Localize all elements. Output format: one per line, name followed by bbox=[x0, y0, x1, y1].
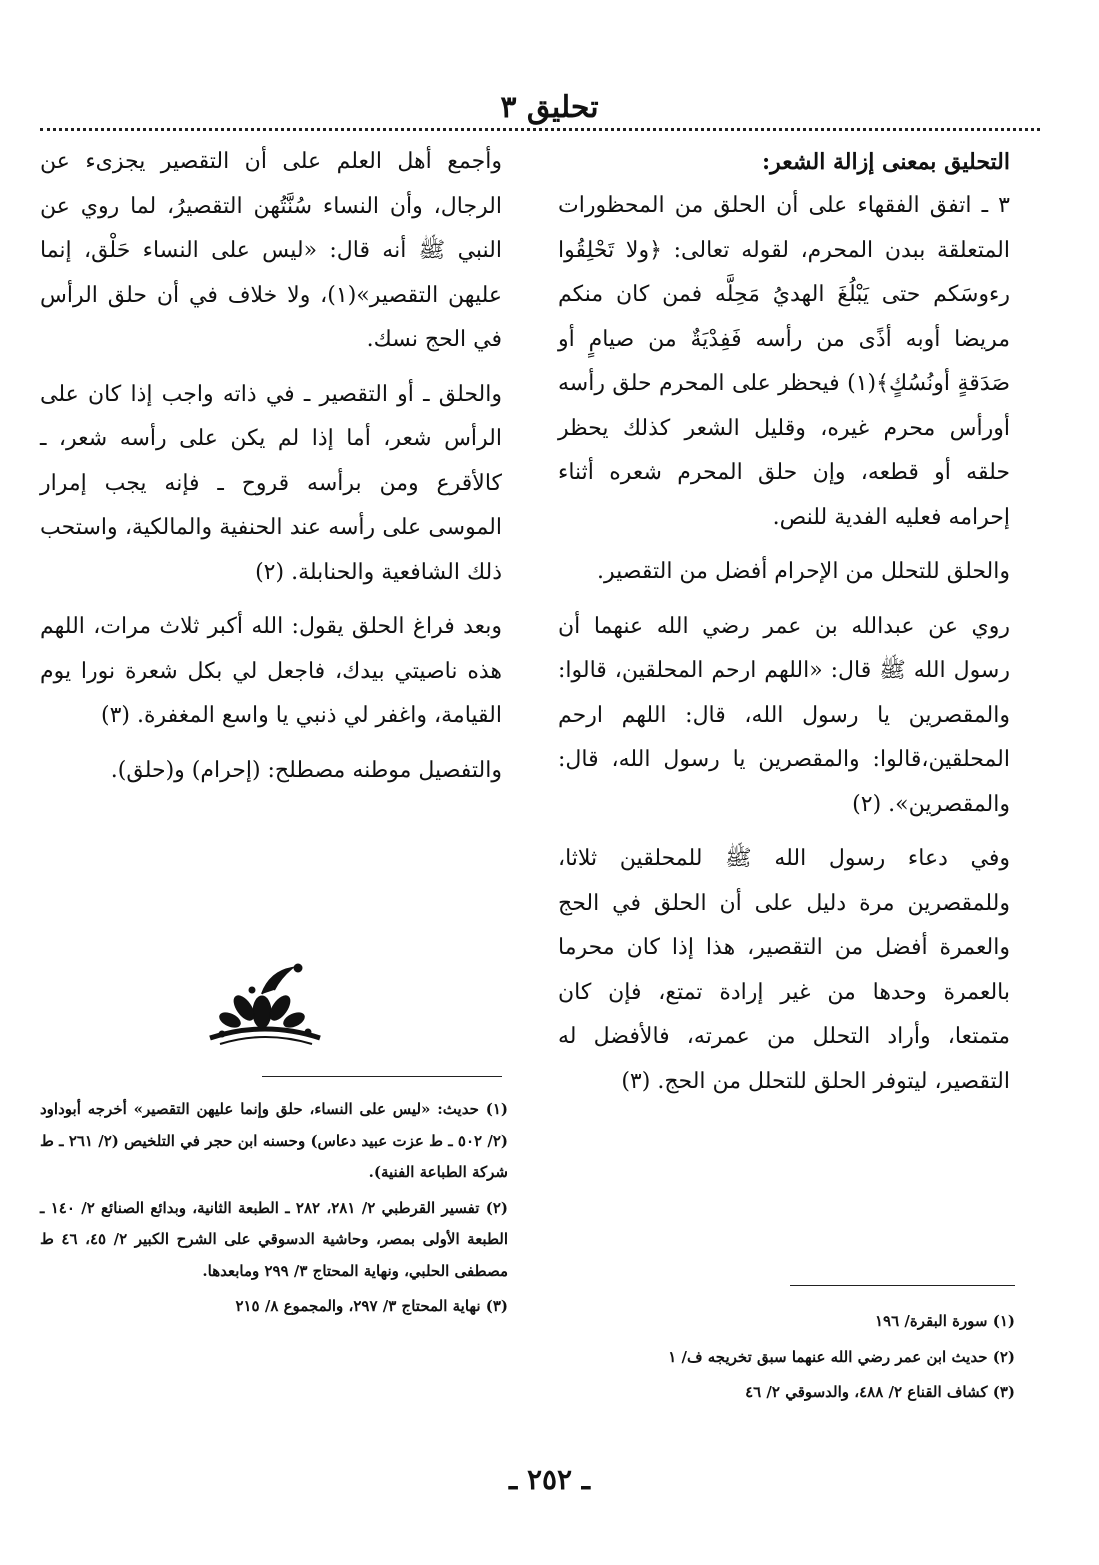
right-column bbox=[558, 140, 1010, 1114]
footnotes-left bbox=[40, 1094, 508, 1327]
footnote-separator-left bbox=[262, 1076, 502, 1077]
footnote: (١) حديث: «ليس على النساء، حلق وإنما عليهن التقصير» أخرجه أبوداود (٢/ ٥٠٢ ـ ط عزت عبيد دعاس) وحسنه ابن حجر في التلخيص (٢/ ٢٦١ ـ ط شركة الطباعة الفنية). bbox=[40, 1100, 508, 1181]
paragraph-hadith-ibn-umar: روي عن عبدالله بن عمر رضي الله عنهما أن رسول الله ﷺ قال: «اللهم ارحم المحلقين، قالوا: والمقصرين يا رسول الله، قال: اللهم ارحم المحلقين،قالوا: والمقصرين يا رسول الله، قال: والمقصرين». (٢) bbox=[558, 613, 1010, 817]
paragraph-takbir-dua: وبعد فراغ الحلق يقول: الله أكبر ثلاث مرات، اللهم هذه ناصيتي بيدك، فاجعل لي بكل شعرة نورا يوم القيامة، واغفر لي ذنبي يا واسع المغفرة. (٣) bbox=[40, 614, 502, 728]
footnote: (١) سورة البقرة/ ١٩٦ bbox=[875, 1312, 1015, 1330]
header-dotted-rule bbox=[40, 128, 1040, 131]
footnote: (٣) كشاف القناع ٢/ ٤٨٨، والدسوقي ٢/ ٤٦ bbox=[745, 1383, 1015, 1401]
section-heading: التحليق بمعنى إزالة الشعر: bbox=[762, 149, 1010, 175]
page-number: ـ ٢٥٢ ـ bbox=[508, 1463, 591, 1496]
floral-ornament-icon bbox=[200, 960, 330, 1060]
paragraph-cross-reference: والتفصيل موطنه مصطلح: (إحرام) و(حلق). bbox=[110, 757, 502, 783]
paragraph-prophet-dua: وفي دعاء رسول الله ﷺ للمحلقين ثلاثا، وللمقصرين مرة دليل على أن الحلق في الحج والعمرة أفضل من التقصير، هذا إذا كان محرما بالعمرة وحدها من غير إرادة تمتع، فإن كان متمتعا، وأراد التحلل من عمرته، فالأفضل له التقصير، ليتوفر الحلق للتحلل من الحج. (٣) bbox=[558, 846, 1010, 1094]
paragraph-scholars-consensus: وأجمع أهل العلم على أن التقصير يجزىء عن الرجال، وأن النساء سُنَّتُهن التقصيرُ، لما روي عن النبي ﷺ أنه قال: «ليس على النساء حَلْق، إنما عليهن التقصير»(١)، ولا خلاف في أن حلق الرأس في الحج نسك. bbox=[40, 149, 502, 352]
footnotes-right bbox=[600, 1306, 1015, 1413]
paragraph-shaving-preferred: والحلق للتحلل من الإحرام أفضل من التقصير. bbox=[597, 559, 1010, 584]
paragraph-shaving-prohibition: ٣ ـ اتفق الفقهاء على أن الحلق من المحظورات المتعلقة ببدن المحرم، لقوله تعالى: ﴿ولا تَحْلِقُوا رءوسَكم حتى يَبْلُغَ الهديُ مَحِلَّه فمن كان منكم مريضا أوبه أذًى من رأسه فَفِدْيَةٌ من صيامٍ أو صَدَقةٍ أونُسُكٍ﴾(١) فيحظر على المحرم حلق رأسه أورأس محرم غيره، وقليل الشعر كذلك يحظر حلقه أو قطعه، وإن حلق المحرم شعره أثناء إحرامه فعليه الفدية للنص. bbox=[558, 193, 1010, 530]
footnote: (٢) حديث ابن عمر رضي الله عنهما سبق تخريجه ف/ ١ bbox=[668, 1347, 1015, 1366]
footnote-separator-right bbox=[790, 1285, 1015, 1286]
paragraph-obligation: والحلق ـ أو التقصير ـ في ذاته واجب إذا كان على الرأس شعر، أما إذا لم يكن على رأسه شعر، ـ كالأقرع ومن برأسه قروح ـ فإنه يجب إمرار الموسى على رأسه عند الحنفية والمالكية، واستحب ذلك الشافعية والحنابلة. (٢) bbox=[40, 381, 502, 585]
running-header-title: تحليق ٣ bbox=[500, 90, 599, 125]
left-column bbox=[40, 140, 502, 803]
footnote: (٣) نهاية المحتاج ٣/ ٢٩٧، والمجموع ٨/ ٢١٥ bbox=[235, 1297, 508, 1315]
footnote: (٢) تفسير القرطبي ٢/ ٢٨١، ٢٨٢ ـ الطبعة الثانية، وبدائع الصنائع ٢/ ١٤٠ ـ الطبعة الأولى بمصر، وحاشية الدسوقي على الشرح الكبير ٢/ ٤٥، ٤٦ ط مصطفى الحلبي، ونهاية المحتاج ٣/ ٢٩٩ ومابعدها. bbox=[40, 1198, 508, 1280]
